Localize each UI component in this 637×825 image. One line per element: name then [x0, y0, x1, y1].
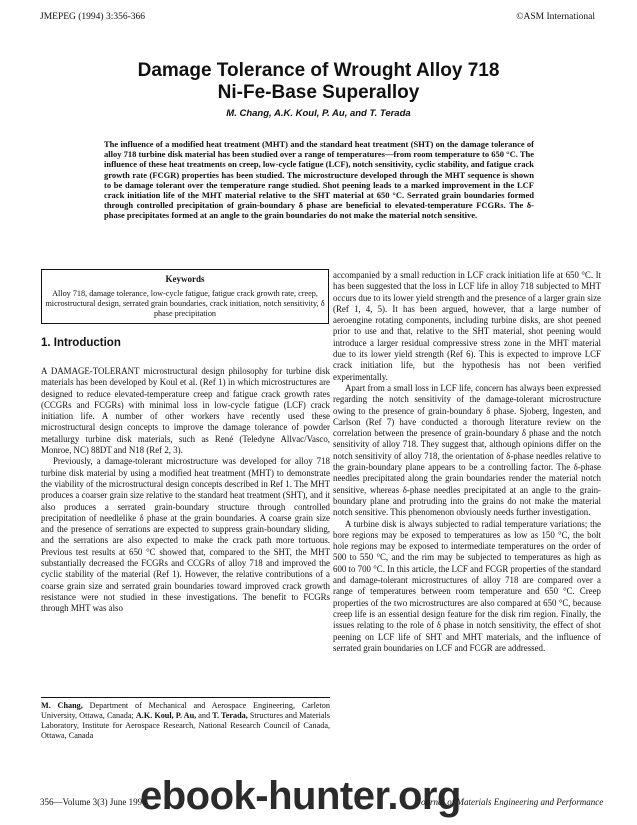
- title-line-2: Ni-Fe-Base Superalloy: [217, 82, 420, 103]
- journal-reference: JMEPEG (1994) 3:356-366: [40, 12, 146, 22]
- affiliation-author: A.K. Koul, P. Au,: [135, 710, 197, 720]
- affiliation-conjunction: and: [196, 710, 213, 720]
- keywords-box: [41, 269, 329, 324]
- keywords-heading: Keywords: [165, 274, 205, 284]
- publisher-mark: ©ASM International: [516, 12, 595, 22]
- paragraph: Apart from a small loss in LCF life, concern has always been expressed regarding the notch sensitivity of the damage-tolerant microstructure owing to the presence of grain-boundary δ phase. Sjoberg, Ingesten, and Carlson (Ref 7) have conducted a thorough literature review on the correlation between the presence of grain-boundary δ phase and the notch sensitivity of alloy 718. They suggest that, although opinions differ on the notch sensitivity of alloy 718, the orientation of δ-phase needles relative to the grain-boundary plane appears to be a controlling factor. The δ-phase needles precipitated along the grain boundaries render the material notch sensitive, whereas δ-phase needles precipitated at an angle to the grain-boundary plane and protruding into the grains do not make the material notch sensitive. This phenomenon obviously needs further investigation.: [333, 382, 601, 518]
- affiliation-dept: Structures and Materials Laboratory, Institute for Aerospace Research, National Research Council of Canada, Ottawa, Canada: [41, 710, 330, 740]
- paragraph: A DAMAGE-TOLERANT microstructural design philosophy for turbine disk materials has been developed by Koul et al. (Ref 1) in which microstructures are designed to reduce elevated-temperature creep and fatigue crack growth rates (CCGRs and FCGRs) with minimal loss in low-cycle fatigue (LCF) crack initiation life. A number of other workers have recently used these microstructural design concepts to improve the damage tolerance of powder metallurgy turbine disk materials, such as René (Teledyne Allvac/Vasco, Monroe, NC) 88DT and N18 (Ref 2, 3).: [41, 366, 330, 456]
- author-affiliations: [41, 701, 330, 741]
- right-column: [333, 270, 601, 654]
- keywords-text: Alloy 718, damage tolerance, low-cycle fatigue, fatigue crack growth rate, creep, microstructural design, serrated grain boundaries, crack initiation, notch sensitivity, δ phase precipitation: [45, 289, 325, 318]
- affiliation-dept: Department of Mechanical and Aerospace Engineering, Carleton University, Ottawa, Canada;: [41, 701, 330, 720]
- author-list: M. Chang, A.K. Koul, P. Au, and T. Terada: [226, 108, 411, 119]
- paragraph: Previously, a damage-tolerant microstructure was developed for alloy 718 turbine disk material by using a modified heat treatment (MHT) to demonstrate the viability of the microstructural design concepts described in Ref 1. The MHT produces a coarser grain size relative to the standard heat treatment (SHT), and it also produces a serrated grain-boundary structure through controlled precipitation of needlelike δ phase at the grain boundaries. A coarse grain size and the presence of serrations are expected to suppress grain-boundary sliding, and the serrations are also expected to make the crack path more tortuous. Previous test results at 650 °C showed that, compared to the SHT, the MHT substantially decreased the FCGRs and CCGRs of alloy 718 and improved the cyclic stability of the material (Ref 1). However, the relative contributions of a coarse grain size and serrated grain boundaries toward improved crack growth resistance were not studied in these investigations. The benefit to FCGRs through MHT was also: [41, 456, 330, 614]
- section-heading: 1. Introduction: [41, 337, 121, 349]
- abstract: The influence of a modified heat treatment (MHT) and the standard heat treatment (SHT) on the damage tolerance of alloy 718 turbine disk material has been studied over a range of temperatures—from room temperature to 650 °C. The influence of these heat treatments on creep, low-cycle fatigue (LCF), notch sensitivity, cyclic stability, and fatigue crack growth rate (FCGR) properties has been studied. The microstructure developed through the MHT sequence is shown to be damage tolerant over the temperature range studied. Shot peening leads to a marked improvement in the LCF crack initiation life of the MHT material relative to the SHT material at 650 °C. Serrated grain boundaries formed through controlled precipitation of grain-boundary δ phase are beneficial to elevated-temperature FCGRs. The δ-phase precipitates formed at an angle to the grain boundaries do not make the material notch sensitive.: [104, 139, 534, 221]
- title-line-1: Damage Tolerance of Wrought Alloy 718: [137, 60, 500, 81]
- affiliation-author: M. Chang,: [41, 701, 83, 710]
- paper-title: [0, 60, 637, 104]
- left-column: [41, 366, 330, 615]
- paragraph: accompanied by a small reduction in LCF crack initiation life at 650 °C. It has been suggested that the loss in LCF life in alloy 718 subjected to MHT occurs due to its lower yield strength and the presence of a larger grain size (Ref 1, 4, 5). It has been argued, however, that a large number of aeroengine rotating components, including turbine disks, are shot peened prior to use and that, relative to the SHT material, shot peening would introduce a larger residual compressive stress zone in the MHT material due to its lower yield strength (Ref 6). This is expected to improve LCF crack initiation life, but the hypothesis has not been verified experimentally.: [333, 270, 601, 382]
- watermark: ebook-hunter.org: [140, 774, 461, 818]
- footnote-divider: [41, 697, 330, 698]
- affiliation-author: T. Terada,: [212, 710, 248, 720]
- footer-volume: 356—Volume 3(3) June 1994: [40, 797, 147, 807]
- paragraph: A turbine disk is always subjected to radial temperature variations; the bore regions may be exposed to temperatures as low as 150 °C, the bolt hole regions may be exposed to intermediate temperatures on the order of 500 to 550 °C, and the rim may be subjected to temperatures as high as 600 to 700 °C. In this article, the LCF and FCGR properties of the standard and damage-tolerant microstructures of alloy 718 are compared over a range of temperatures between room temperature and 650 °C. Creep properties of the two microstructures are also compared at 650 °C, because creep life is an essential design feature for the disk rim region. Finally, the issues relating to the role of δ phase in notch sensitivity, the effect of shot peening on LCF life of SHT and MHT materials, and the influence of serrated grain boundaries on LCF and FCGR are addressed.: [333, 518, 601, 653]
- footer-journal: Journal of Materials Engineering and Performance: [417, 797, 604, 807]
